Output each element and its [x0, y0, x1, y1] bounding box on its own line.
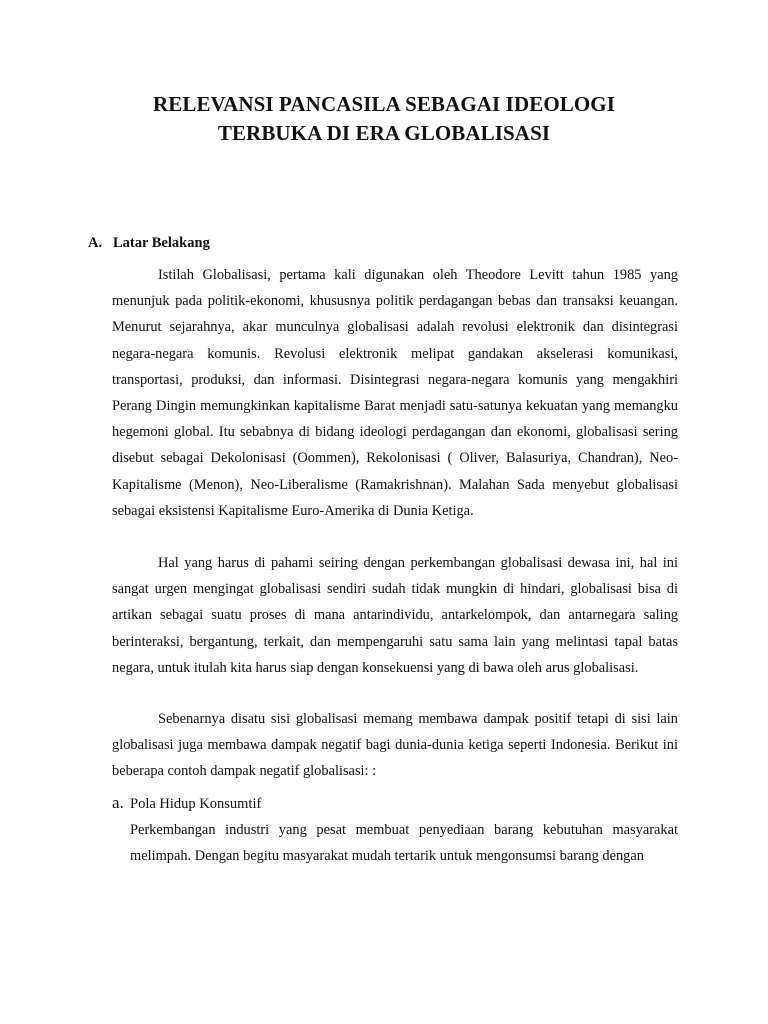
paragraph-3: [112, 706, 678, 785]
title-line-2: TERBUKA DI ERA GLOBALISASI: [217, 121, 551, 145]
document-title: [0, 90, 768, 148]
section-number: A.: [88, 235, 103, 251]
paragraph-2: [112, 550, 678, 681]
subsection-letter: a.: [112, 793, 124, 812]
section-label: Latar Belakang: [113, 235, 210, 251]
paragraph-1: [112, 262, 678, 524]
subsection-paragraph: Perkembangan industri yang pesat membuat penyediaan barang kebutuhan masyarakat melimpah. Dengan begitu masyarakat mudah tertarik untuk mengonsumsi barang dengan: [130, 822, 678, 865]
section-heading: [88, 233, 210, 253]
subsection-label: Pola Hidup Konsumtif: [130, 796, 262, 812]
paragraph-text: Istilah Globalisasi, pertama kali digunakan oleh Theodore Levitt tahun 1985 yang menunjuk pada politik-ekonomi, khususnya politik perdagangan bebas dan transaksi keuangan. Menurut sejarahnya, akar munculnya globalisasi adalah revolusi elektronik dan disintegrasi negara-negara komunis. Revolusi elektronik melipat gandakan akselerasi komunikasi, transportasi, produksi, dan informasi. Disintegrasi negara-negara komunis yang mengakhiri Perang Dingin memungkinkan kapitalisme Barat menjadi satu-satunya kekuatan yang memangku hegemoni global. Itu sebabnya di bidang ideologi perdagangan dan ekonomi, globalisasi sering disebut sebagai Dekolonisasi (Oommen), Rekolonisasi ( Oliver, Balasuriya, Chandran), Neo-Kapitalisme (Menon), Neo-Liberalisme (Ramakrishnan). Malahan Sada menyebut globalisasi sebagai eksistensi Kapitalisme Euro-Amerika di Dunia Ketiga.: [112, 267, 678, 519]
paragraph-text: Hal yang harus di pahami seiring dengan perkembangan globalisasi dewasa ini, hal ini sangat urgen mengingat globalisasi sendiri sudah tidak mungkin di hindari, globalisasi bisa di artikan sebagai suatu proses di mana antarindividu, antarkelompok, dan antarnegara saling berinteraksi, bergantung, terkait, dan mempengaruhi satu sama lain yang melintasi tapal batas negara, untuk itulah kita harus siap dengan konsekuensi yang di bawa oleh arus globalisasi.: [112, 555, 678, 676]
subsection-heading: [112, 790, 261, 817]
title-line-1: RELEVANSI PANCASILA SEBAGAI IDEOLOGI: [152, 92, 616, 116]
paragraph-text: Sebenarnya disatu sisi globalisasi memang membawa dampak positif tetapi di sisi lain globalisasi juga membawa dampak negatif bagi dunia-dunia ketiga seperti Indonesia. Berikut ini beberapa contoh dampak negatif globalisasi: :: [112, 711, 678, 780]
